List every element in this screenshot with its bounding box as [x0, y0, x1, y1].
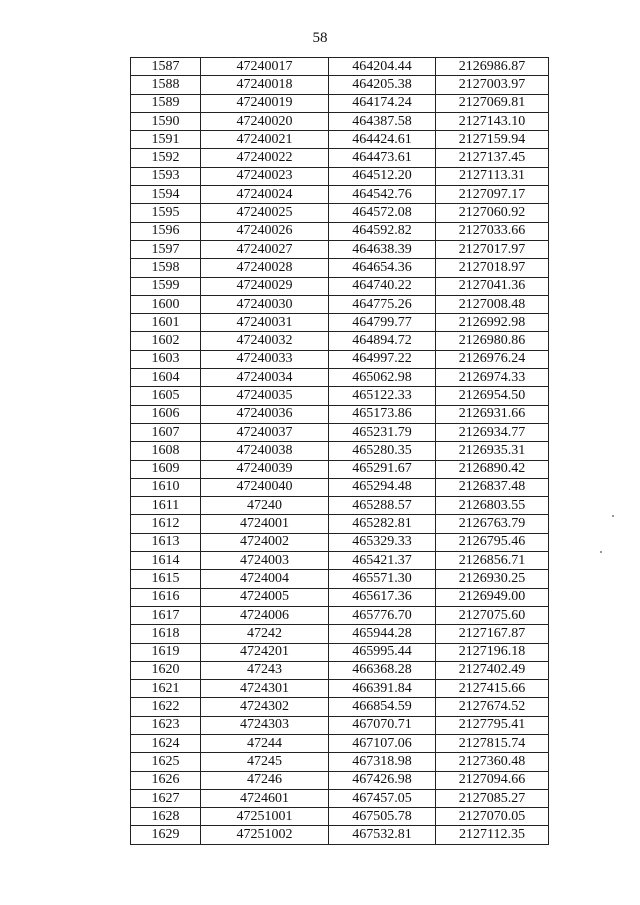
- point-id-cell: 47240022: [201, 149, 329, 167]
- point-number-cell: 1622: [131, 698, 201, 716]
- y-coordinate-cell: 2127167.87: [436, 625, 549, 643]
- point-id-cell: 47240030: [201, 295, 329, 313]
- x-coordinate-cell: 465282.81: [329, 515, 436, 533]
- x-coordinate-cell: 464894.72: [329, 332, 436, 350]
- point-number-cell: 1603: [131, 350, 201, 368]
- table-row: [131, 58, 549, 76]
- y-coordinate-cell: 2126935.31: [436, 442, 549, 460]
- table-row: [131, 259, 549, 277]
- table-row: [131, 588, 549, 606]
- point-number-cell: 1591: [131, 131, 201, 149]
- y-coordinate-cell: 2127018.97: [436, 259, 549, 277]
- x-coordinate-cell: 464204.44: [329, 58, 436, 76]
- point-number-cell: 1628: [131, 808, 201, 826]
- x-coordinate-cell: 466854.59: [329, 698, 436, 716]
- point-number-cell: 1594: [131, 186, 201, 204]
- y-coordinate-cell: 2126763.79: [436, 515, 549, 533]
- x-coordinate-cell: 464174.24: [329, 94, 436, 112]
- point-number-cell: 1597: [131, 240, 201, 258]
- x-coordinate-cell: 464424.61: [329, 131, 436, 149]
- y-coordinate-cell: 2127143.10: [436, 112, 549, 130]
- point-number-cell: 1608: [131, 442, 201, 460]
- x-coordinate-cell: 465617.36: [329, 588, 436, 606]
- scan-speck: [612, 515, 614, 517]
- y-coordinate-cell: 2127008.48: [436, 295, 549, 313]
- y-coordinate-cell: 2127795.41: [436, 716, 549, 734]
- x-coordinate-cell: 465280.35: [329, 442, 436, 460]
- table-row: [131, 186, 549, 204]
- point-id-cell: 47240028: [201, 259, 329, 277]
- point-number-cell: 1587: [131, 58, 201, 76]
- point-number-cell: 1627: [131, 789, 201, 807]
- table-row: [131, 533, 549, 551]
- point-number-cell: 1607: [131, 423, 201, 441]
- point-id-cell: 47240024: [201, 186, 329, 204]
- x-coordinate-cell: 464654.36: [329, 259, 436, 277]
- x-coordinate-cell: 464473.61: [329, 149, 436, 167]
- y-coordinate-cell: 2127674.52: [436, 698, 549, 716]
- table-row: [131, 387, 549, 405]
- x-coordinate-cell: 466368.28: [329, 661, 436, 679]
- table-row: [131, 625, 549, 643]
- x-coordinate-cell: 465062.98: [329, 369, 436, 387]
- x-coordinate-cell: 464997.22: [329, 350, 436, 368]
- y-coordinate-cell: 2126837.48: [436, 478, 549, 496]
- point-id-cell: 47240021: [201, 131, 329, 149]
- x-coordinate-cell: 467505.78: [329, 808, 436, 826]
- point-id-cell: 4724001: [201, 515, 329, 533]
- table-row: [131, 771, 549, 789]
- table-row: [131, 808, 549, 826]
- x-coordinate-cell: 464512.20: [329, 167, 436, 185]
- point-id-cell: 4724302: [201, 698, 329, 716]
- x-coordinate-cell: 464387.58: [329, 112, 436, 130]
- point-id-cell: 47240020: [201, 112, 329, 130]
- y-coordinate-cell: 2127085.27: [436, 789, 549, 807]
- point-id-cell: 47240: [201, 497, 329, 515]
- y-coordinate-cell: 2126890.42: [436, 460, 549, 478]
- scan-speck: [600, 551, 602, 553]
- point-number-cell: 1588: [131, 76, 201, 94]
- y-coordinate-cell: 2126856.71: [436, 552, 549, 570]
- table-row: [131, 515, 549, 533]
- point-id-cell: 47240036: [201, 405, 329, 423]
- point-id-cell: 47240035: [201, 387, 329, 405]
- table-row: [131, 277, 549, 295]
- table-row: [131, 789, 549, 807]
- x-coordinate-cell: 465291.67: [329, 460, 436, 478]
- y-coordinate-cell: 2126931.66: [436, 405, 549, 423]
- point-number-cell: 1619: [131, 643, 201, 661]
- point-id-cell: 47240038: [201, 442, 329, 460]
- table-row: [131, 460, 549, 478]
- page-number: 58: [312, 30, 328, 46]
- y-coordinate-cell: 2127360.48: [436, 753, 549, 771]
- point-number-cell: 1615: [131, 570, 201, 588]
- y-coordinate-cell: 2127060.92: [436, 204, 549, 222]
- table-row: [131, 606, 549, 624]
- y-coordinate-cell: 2127033.66: [436, 222, 549, 240]
- y-coordinate-cell: 2127041.36: [436, 277, 549, 295]
- table-row: [131, 734, 549, 752]
- y-coordinate-cell: 2127815.74: [436, 734, 549, 752]
- point-id-cell: 47240019: [201, 94, 329, 112]
- y-coordinate-cell: 2127196.18: [436, 643, 549, 661]
- table-row: [131, 332, 549, 350]
- table-row: [131, 240, 549, 258]
- point-id-cell: 47240023: [201, 167, 329, 185]
- point-number-cell: 1595: [131, 204, 201, 222]
- coordinates-table: [130, 57, 549, 845]
- x-coordinate-cell: 464592.82: [329, 222, 436, 240]
- y-coordinate-cell: 2126954.50: [436, 387, 549, 405]
- point-id-cell: 47240029: [201, 277, 329, 295]
- x-coordinate-cell: 465231.79: [329, 423, 436, 441]
- table-row: [131, 167, 549, 185]
- point-number-cell: 1604: [131, 369, 201, 387]
- point-number-cell: 1614: [131, 552, 201, 570]
- point-id-cell: 47240040: [201, 478, 329, 496]
- table-row: [131, 149, 549, 167]
- y-coordinate-cell: 2127402.49: [436, 661, 549, 679]
- point-id-cell: 47240033: [201, 350, 329, 368]
- x-coordinate-cell: 464799.77: [329, 314, 436, 332]
- table-row: [131, 680, 549, 698]
- point-id-cell: 47240025: [201, 204, 329, 222]
- point-number-cell: 1623: [131, 716, 201, 734]
- point-id-cell: 4724003: [201, 552, 329, 570]
- y-coordinate-cell: 2127075.60: [436, 606, 549, 624]
- point-id-cell: 47240017: [201, 58, 329, 76]
- y-coordinate-cell: 2126986.87: [436, 58, 549, 76]
- point-number-cell: 1609: [131, 460, 201, 478]
- y-coordinate-cell: 2127003.97: [436, 76, 549, 94]
- point-id-cell: 47243: [201, 661, 329, 679]
- point-id-cell: 47240018: [201, 76, 329, 94]
- point-number-cell: 1593: [131, 167, 201, 185]
- x-coordinate-cell: 465173.86: [329, 405, 436, 423]
- table-row: [131, 369, 549, 387]
- x-coordinate-cell: 465329.33: [329, 533, 436, 551]
- point-id-cell: 47240034: [201, 369, 329, 387]
- x-coordinate-cell: 467426.98: [329, 771, 436, 789]
- point-number-cell: 1616: [131, 588, 201, 606]
- x-coordinate-cell: 467532.81: [329, 826, 436, 844]
- x-coordinate-cell: 467070.71: [329, 716, 436, 734]
- point-number-cell: 1598: [131, 259, 201, 277]
- point-id-cell: 47240026: [201, 222, 329, 240]
- y-coordinate-cell: 2127097.17: [436, 186, 549, 204]
- table-row: [131, 698, 549, 716]
- x-coordinate-cell: 464572.08: [329, 204, 436, 222]
- table-row: [131, 716, 549, 734]
- y-coordinate-cell: 2127112.35: [436, 826, 549, 844]
- y-coordinate-cell: 2127415.66: [436, 680, 549, 698]
- table-row: [131, 204, 549, 222]
- y-coordinate-cell: 2127017.97: [436, 240, 549, 258]
- point-id-cell: 47246: [201, 771, 329, 789]
- point-id-cell: 47240037: [201, 423, 329, 441]
- x-coordinate-cell: 465288.57: [329, 497, 436, 515]
- y-coordinate-cell: 2126934.77: [436, 423, 549, 441]
- point-id-cell: 47242: [201, 625, 329, 643]
- table-row: [131, 478, 549, 496]
- point-number-cell: 1610: [131, 478, 201, 496]
- y-coordinate-cell: 2126974.33: [436, 369, 549, 387]
- point-id-cell: 47245: [201, 753, 329, 771]
- table-row: [131, 570, 549, 588]
- table-row: [131, 643, 549, 661]
- point-id-cell: 4724004: [201, 570, 329, 588]
- point-id-cell: 47240032: [201, 332, 329, 350]
- table-row: [131, 94, 549, 112]
- point-id-cell: 47240027: [201, 240, 329, 258]
- point-number-cell: 1606: [131, 405, 201, 423]
- point-number-cell: 1624: [131, 734, 201, 752]
- x-coordinate-cell: 464740.22: [329, 277, 436, 295]
- table-row: [131, 405, 549, 423]
- y-coordinate-cell: 2126803.55: [436, 497, 549, 515]
- table-row: [131, 350, 549, 368]
- table-row: [131, 661, 549, 679]
- point-id-cell: 47251002: [201, 826, 329, 844]
- point-number-cell: 1611: [131, 497, 201, 515]
- y-coordinate-cell: 2126976.24: [436, 350, 549, 368]
- x-coordinate-cell: 464542.76: [329, 186, 436, 204]
- point-number-cell: 1629: [131, 826, 201, 844]
- table-row: [131, 826, 549, 844]
- point-number-cell: 1590: [131, 112, 201, 130]
- y-coordinate-cell: 2126992.98: [436, 314, 549, 332]
- table-row: [131, 295, 549, 313]
- point-number-cell: 1599: [131, 277, 201, 295]
- x-coordinate-cell: 466391.84: [329, 680, 436, 698]
- point-id-cell: 4724303: [201, 716, 329, 734]
- point-number-cell: 1601: [131, 314, 201, 332]
- point-id-cell: 47244: [201, 734, 329, 752]
- x-coordinate-cell: 464638.39: [329, 240, 436, 258]
- point-number-cell: 1600: [131, 295, 201, 313]
- x-coordinate-cell: 467457.05: [329, 789, 436, 807]
- y-coordinate-cell: 2126949.00: [436, 588, 549, 606]
- point-number-cell: 1625: [131, 753, 201, 771]
- y-coordinate-cell: 2127070.05: [436, 808, 549, 826]
- x-coordinate-cell: 464205.38: [329, 76, 436, 94]
- y-coordinate-cell: 2127094.66: [436, 771, 549, 789]
- table-row: [131, 76, 549, 94]
- point-id-cell: 4724301: [201, 680, 329, 698]
- point-number-cell: 1626: [131, 771, 201, 789]
- point-id-cell: 47251001: [201, 808, 329, 826]
- point-id-cell: 4724601: [201, 789, 329, 807]
- y-coordinate-cell: 2127113.31: [436, 167, 549, 185]
- table-row: [131, 222, 549, 240]
- x-coordinate-cell: 467318.98: [329, 753, 436, 771]
- table-row: [131, 112, 549, 130]
- table-row: [131, 131, 549, 149]
- point-number-cell: 1621: [131, 680, 201, 698]
- point-number-cell: 1596: [131, 222, 201, 240]
- x-coordinate-cell: 465421.37: [329, 552, 436, 570]
- x-coordinate-cell: 465944.28: [329, 625, 436, 643]
- table-row: [131, 753, 549, 771]
- y-coordinate-cell: 2126980.86: [436, 332, 549, 350]
- point-number-cell: 1618: [131, 625, 201, 643]
- coordinates-table-body: [131, 58, 549, 845]
- point-number-cell: 1605: [131, 387, 201, 405]
- x-coordinate-cell: 464775.26: [329, 295, 436, 313]
- table-row: [131, 442, 549, 460]
- point-number-cell: 1617: [131, 606, 201, 624]
- point-number-cell: 1613: [131, 533, 201, 551]
- point-id-cell: 47240039: [201, 460, 329, 478]
- point-number-cell: 1592: [131, 149, 201, 167]
- x-coordinate-cell: 465995.44: [329, 643, 436, 661]
- y-coordinate-cell: 2127159.94: [436, 131, 549, 149]
- point-id-cell: 4724005: [201, 588, 329, 606]
- table-row: [131, 497, 549, 515]
- point-id-cell: 4724002: [201, 533, 329, 551]
- x-coordinate-cell: 465294.48: [329, 478, 436, 496]
- y-coordinate-cell: 2127137.45: [436, 149, 549, 167]
- point-id-cell: 47240031: [201, 314, 329, 332]
- y-coordinate-cell: 2126930.25: [436, 570, 549, 588]
- point-number-cell: 1602: [131, 332, 201, 350]
- point-id-cell: 4724201: [201, 643, 329, 661]
- y-coordinate-cell: 2126795.46: [436, 533, 549, 551]
- table-row: [131, 314, 549, 332]
- x-coordinate-cell: 465122.33: [329, 387, 436, 405]
- y-coordinate-cell: 2127069.81: [436, 94, 549, 112]
- point-number-cell: 1620: [131, 661, 201, 679]
- table-row: [131, 552, 549, 570]
- point-id-cell: 4724006: [201, 606, 329, 624]
- table-row: [131, 423, 549, 441]
- x-coordinate-cell: 465571.30: [329, 570, 436, 588]
- x-coordinate-cell: 465776.70: [329, 606, 436, 624]
- x-coordinate-cell: 467107.06: [329, 734, 436, 752]
- point-number-cell: 1589: [131, 94, 201, 112]
- point-number-cell: 1612: [131, 515, 201, 533]
